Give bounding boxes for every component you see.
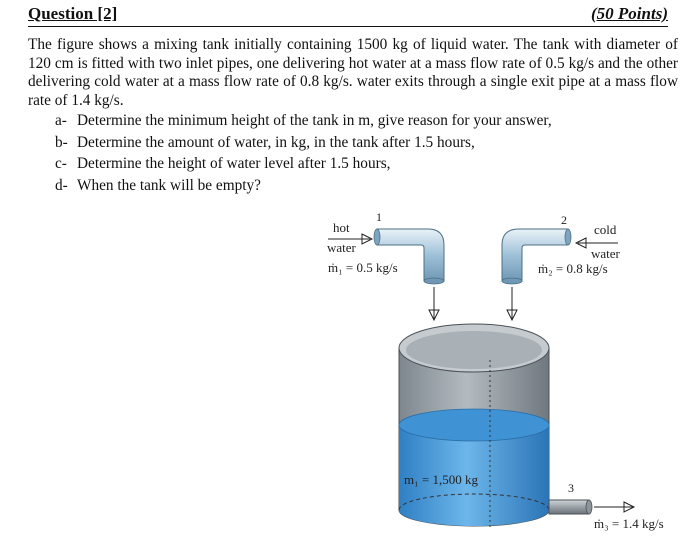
mdot-1-label: ṁ₁ = 0.5 kg/s	[328, 260, 398, 275]
part-text: Determine the minimum height of the tank in m, give reason for your answer,	[77, 112, 552, 129]
pipe-2-mouth	[565, 229, 571, 245]
pipe-2-outlet	[502, 278, 522, 284]
cold-water-label: water	[591, 246, 620, 261]
hot-label: hot	[333, 220, 350, 235]
cold-label: cold	[594, 222, 617, 237]
tank-mass-label: m₁ = 1,500 kg	[404, 472, 478, 487]
part-label: d-	[55, 176, 68, 194]
problem-statement: The figure shows a mixing tank initially containing 1500 kg of liquid water. The tank with diameter of 120 cm is fitted with two inlet pipes, one delivering hot water at a mass flow rate of 0.5 kg/s and the other delivering cold water at a mass flow rate of 0.8 kg/s. water exits through a single exit pipe at a mass flow rate of 1.4 kg/s.	[28, 36, 678, 109]
question-title: Question [2]	[28, 4, 118, 23]
pipe-1-mouth	[374, 229, 380, 245]
mdot-3-label: ṁ₃ = 1.4 kg/s	[594, 516, 664, 531]
exit-pipe-body	[549, 500, 589, 514]
part-text: Determine the height of water level after 1.5 hours,	[77, 155, 391, 172]
hot-water-label: water	[327, 240, 356, 255]
part-text: Determine the amount of water, in kg, in the tank after 1.5 hours,	[77, 133, 475, 151]
tank	[399, 324, 549, 530]
tank-top-inner	[406, 331, 542, 369]
pipe-1-outlet	[424, 278, 444, 284]
water-surface	[399, 409, 549, 441]
part-label: a-	[55, 112, 67, 129]
part-label: c-	[55, 155, 67, 172]
inlet-2-number: 2	[561, 213, 567, 227]
exit-pipe-mouth	[586, 500, 592, 514]
part-text: When the tank will be empty?	[77, 176, 261, 194]
mdot-2-label: ṁ₂ = 0.8 kg/s	[538, 261, 608, 276]
exit-pipe	[549, 500, 634, 514]
inlet-1-number: 1	[376, 210, 382, 224]
part-label: b-	[55, 133, 68, 151]
question-points: (50 Points)	[591, 4, 668, 23]
exit-number: 3	[568, 481, 574, 495]
